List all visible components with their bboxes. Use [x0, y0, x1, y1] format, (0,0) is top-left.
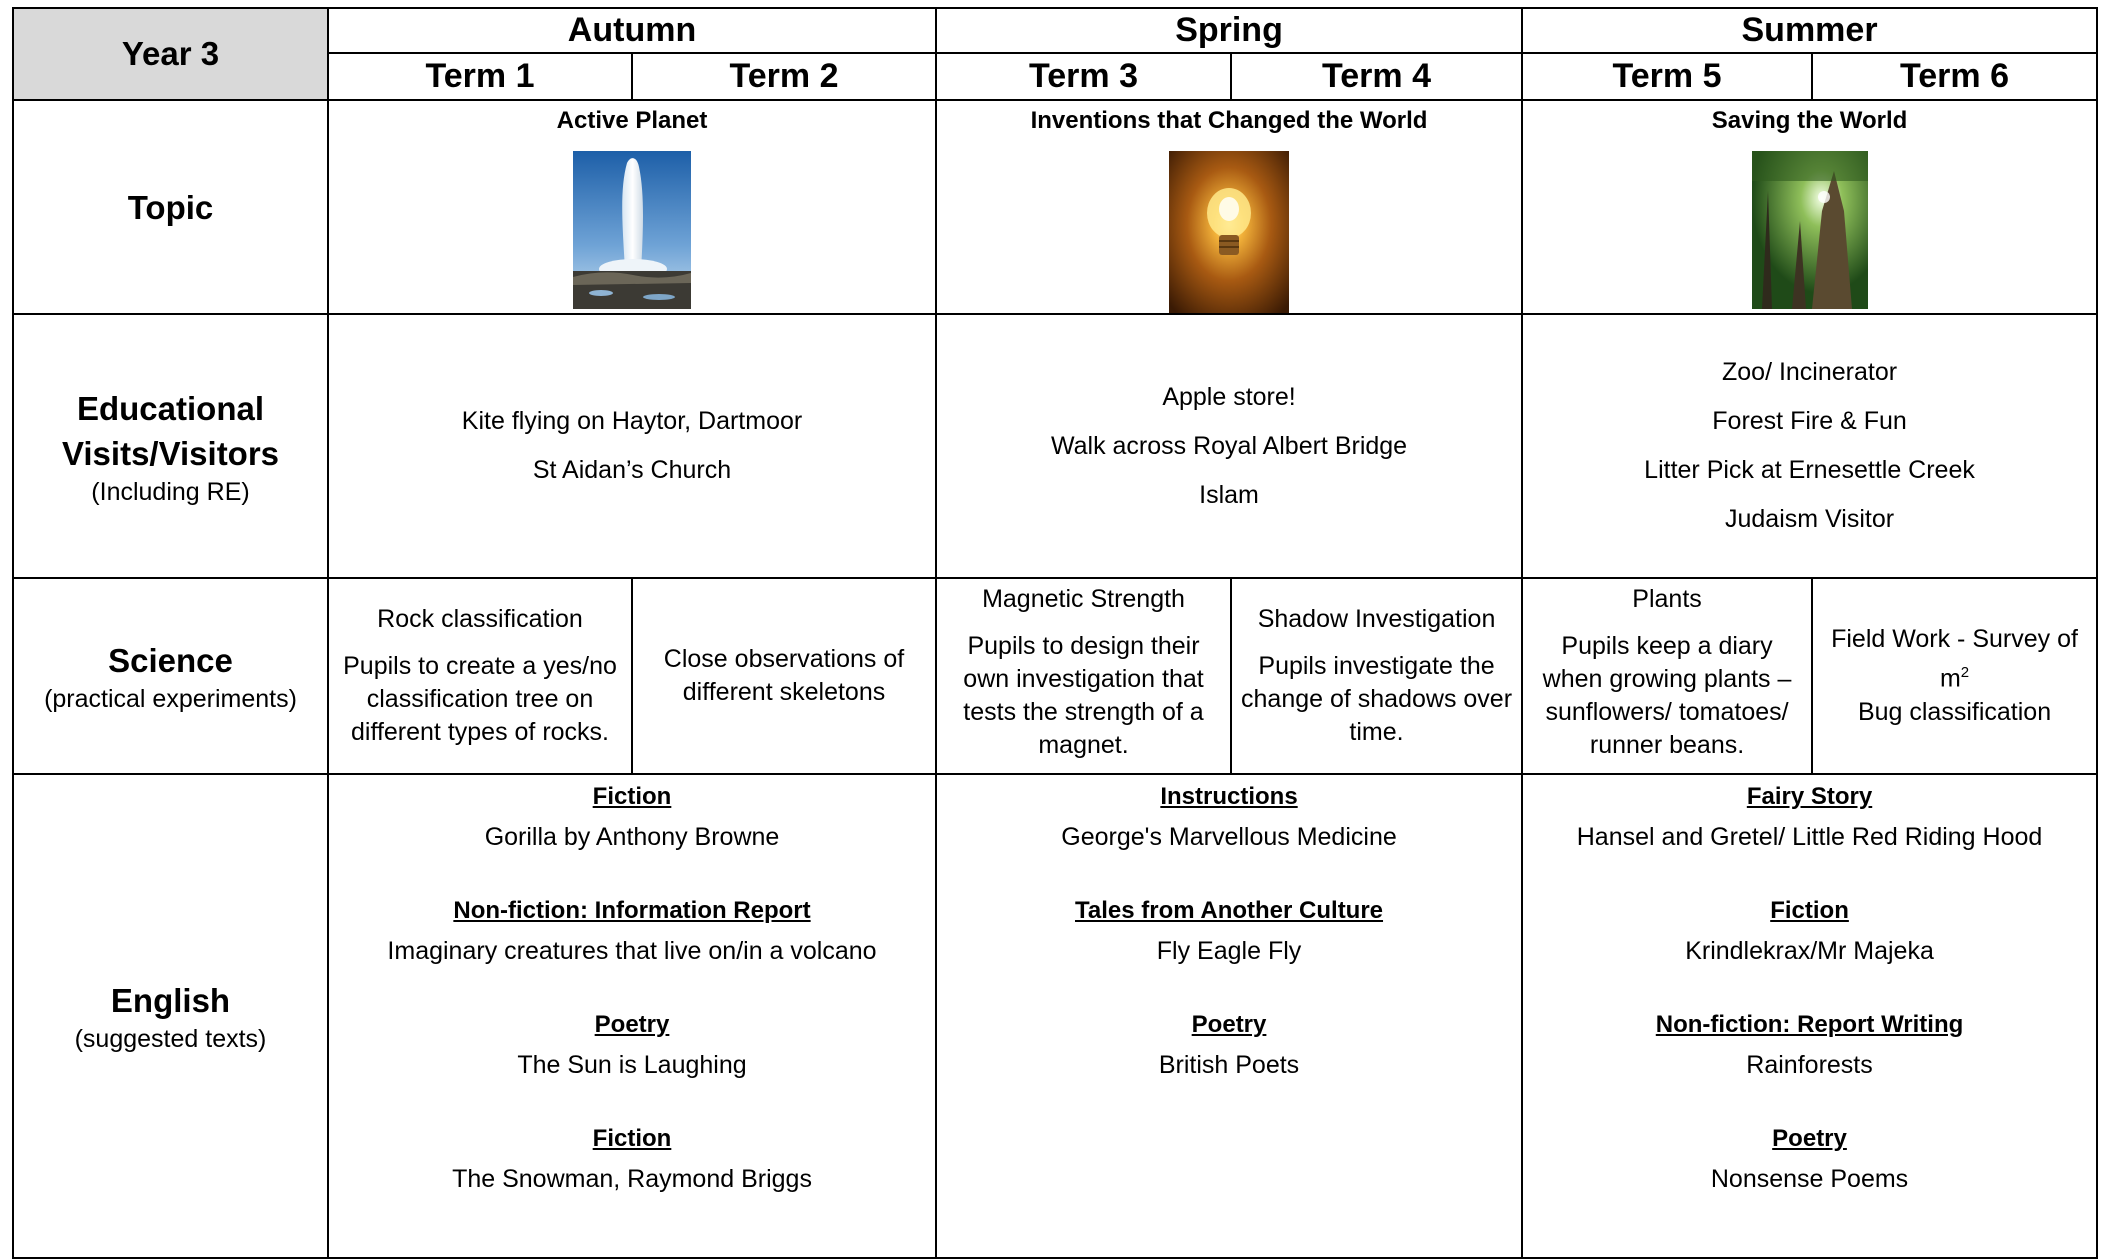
season-spring: Spring	[936, 8, 1522, 53]
topic-label: Topic	[127, 188, 214, 226]
science-t3-text: Pupils to design their own investigation that tests the strength of a magnet.	[963, 632, 1204, 759]
term-4: Term 4	[1231, 53, 1522, 100]
english-heading: Fairy Story	[1746, 783, 1873, 810]
english-heading: Fiction	[1770, 897, 1849, 924]
english-text: Gorilla by Anthony Browne	[484, 823, 780, 851]
english-heading: Non-fiction: Report Writing	[1655, 1011, 1964, 1038]
science-term-1	[328, 578, 632, 774]
english-heading: Tales from Another Culture	[1075, 897, 1384, 924]
list-item: Judaism Visitor	[1725, 505, 1895, 533]
list-item: Litter Pick at Ernesettle Creek	[1644, 456, 1975, 484]
topic-row	[13, 100, 2097, 314]
curriculum-table	[12, 7, 2098, 1259]
english-heading: Instructions	[1160, 783, 1298, 810]
topic-spring-title: Inventions that Changed the World	[1030, 107, 1428, 134]
science-label-sub: (practical experiments)	[44, 685, 297, 713]
science-row	[13, 578, 2097, 774]
visits-label-line1: Educational	[76, 389, 265, 427]
visits-label-sub: (Including RE)	[91, 477, 250, 506]
topic-row-heading	[13, 100, 328, 314]
english-text: Nonsense Poems	[1710, 1165, 1909, 1193]
term-2: Term 2	[632, 53, 936, 100]
visits-row-heading	[13, 314, 328, 578]
science-term-2	[632, 578, 936, 774]
english-text: George's Marvellous Medicine	[1061, 823, 1397, 851]
year-heading: Year 3	[13, 8, 328, 100]
list-item: St Aidan’s Church	[532, 456, 732, 484]
english-heading: Non-fiction: Information Report	[453, 897, 811, 924]
english-heading: Fiction	[592, 1125, 672, 1152]
english-text: British Poets	[1158, 1051, 1300, 1079]
geyser-image	[573, 151, 691, 309]
science-t6-line2: m	[1939, 664, 1961, 693]
list-item: Kite flying on Haytor, Dartmoor	[461, 407, 803, 435]
visits-summer	[1522, 314, 2097, 578]
topic-spring	[936, 100, 1522, 314]
season-autumn: Autumn	[328, 8, 936, 53]
topic-autumn	[328, 100, 936, 314]
science-term-3	[936, 578, 1231, 774]
english-text: Fly Eagle Fly	[1156, 937, 1302, 965]
english-autumn	[328, 774, 936, 1258]
science-t4-title: Shadow Investigation	[1257, 605, 1496, 633]
science-t6-line3: Bug classification	[1857, 697, 2052, 726]
english-row-heading	[13, 774, 328, 1258]
english-heading: Fiction	[592, 783, 672, 810]
visits-row	[13, 314, 2097, 578]
english-text: Imaginary creatures that live on/in a volcano	[387, 937, 877, 965]
visits-autumn	[328, 314, 936, 578]
science-t5-title: Plants	[1632, 585, 1702, 613]
topic-summer-title: Saving the World	[1711, 107, 1908, 134]
science-term-4	[1231, 578, 1522, 774]
science-term-5	[1522, 578, 1812, 774]
english-heading: Poetry	[1772, 1125, 1847, 1152]
english-label: English	[110, 982, 231, 1019]
visits-label-line2: Visits/Visitors	[61, 434, 280, 472]
science-t1-title: Rock classification	[377, 605, 583, 633]
english-text: Hansel and Gretel/ Little Red Riding Hood	[1576, 823, 2043, 851]
list-item: Islam	[1199, 480, 1259, 509]
english-summer	[1522, 774, 2097, 1258]
science-t5-text: Pupils keep a diary when growing plants – sunflowers/ tomatoes/ runner beans.	[1542, 632, 1792, 759]
english-spring	[936, 774, 1522, 1258]
english-text: Krindlekrax/Mr Majeka	[1685, 937, 1934, 965]
term-6: Term 6	[1812, 53, 2097, 100]
list-item: Walk across Royal Albert Bridge	[1050, 431, 1408, 460]
list-item: Zoo/ Incinerator	[1721, 358, 1898, 386]
list-item: Apple store!	[1162, 382, 1296, 411]
science-t1-text: Pupils to create a yes/no classification tree on different types of rocks.	[343, 652, 617, 746]
list-item: Forest Fire & Fun	[1712, 407, 1907, 435]
term-3: Term 3	[936, 53, 1231, 100]
visits-spring	[936, 314, 1522, 578]
english-label-sub: (suggested texts)	[74, 1025, 267, 1053]
english-heading: Poetry	[594, 1011, 670, 1038]
science-t4-text: Pupils investigate the change of shadows over time.	[1241, 652, 1513, 746]
science-label: Science	[108, 642, 233, 679]
science-row-heading	[13, 578, 328, 774]
science-t3-title: Magnetic Strength	[982, 585, 1185, 613]
english-text: Rainforests	[1746, 1051, 1873, 1079]
science-t6-sup: 2	[1960, 664, 1970, 682]
english-heading: Poetry	[1191, 1011, 1267, 1038]
english-text: The Sun is Laughing	[517, 1051, 747, 1079]
rainforest-tree-image	[1752, 151, 1868, 309]
science-term-6	[1812, 578, 2097, 774]
english-text: The Snowman, Raymond Briggs	[452, 1165, 812, 1193]
english-row	[13, 774, 2097, 1258]
term-1: Term 1	[328, 53, 632, 100]
science-t2-text: Close observations of different skeletons	[663, 645, 905, 706]
topic-summer	[1522, 100, 2097, 314]
lightbulb-image	[1169, 151, 1289, 313]
season-summer: Summer	[1522, 8, 2097, 53]
science-t6-line1: Field Work - Survey of	[1831, 625, 2078, 654]
topic-autumn-title: Active Planet	[556, 107, 708, 134]
term-5: Term 5	[1522, 53, 1812, 100]
